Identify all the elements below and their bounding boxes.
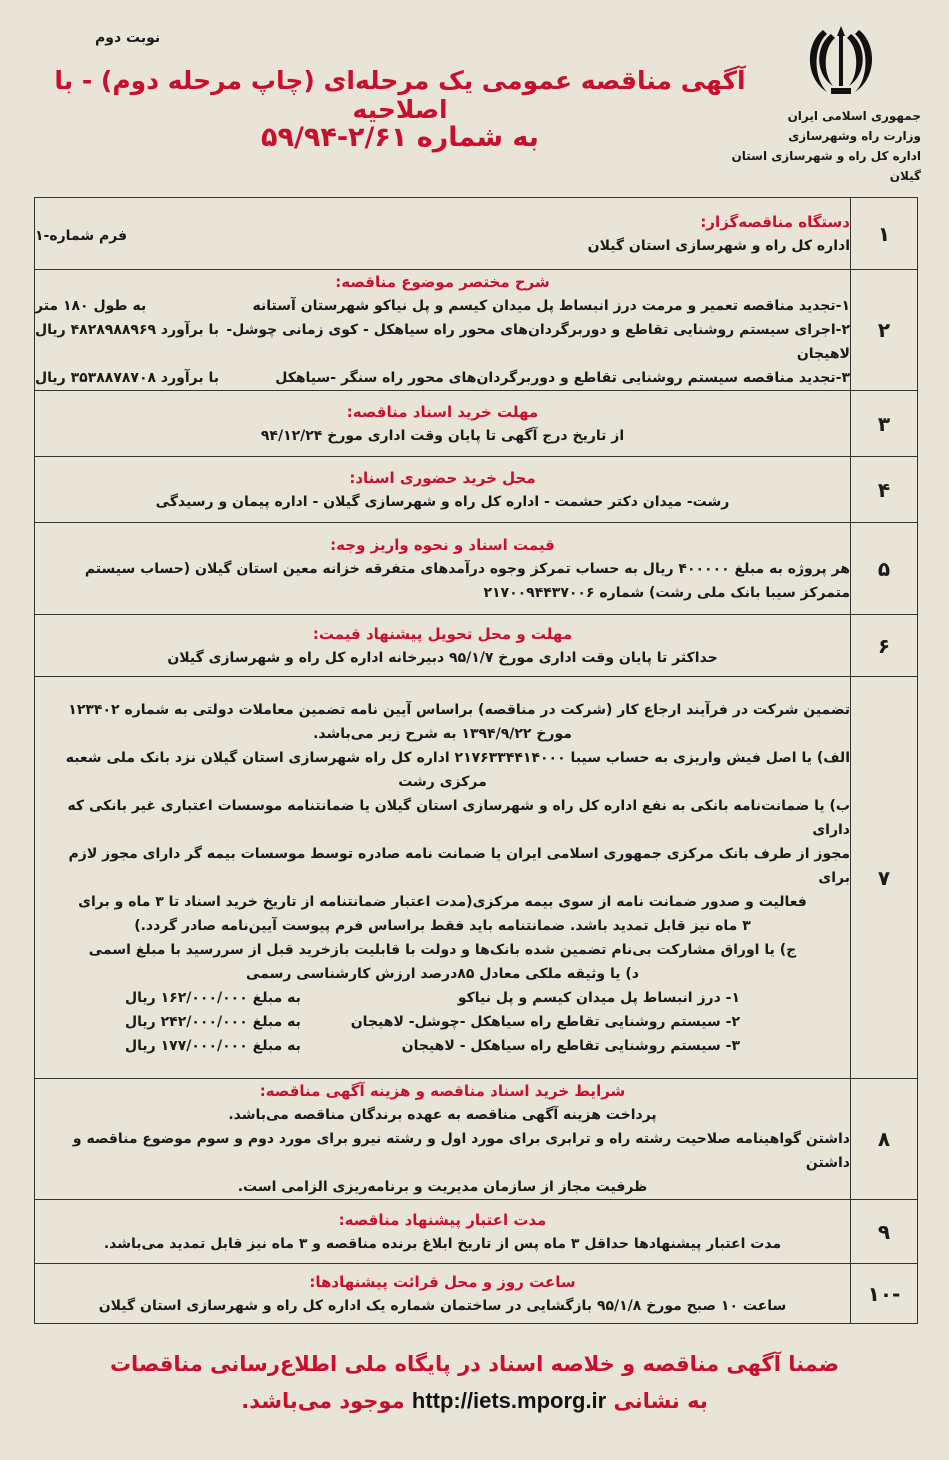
form-number: فرم شماره-۱: [35, 227, 128, 244]
row-number: ۳: [851, 391, 918, 457]
footer-line-1: ضمنا آگهی مناقصه و خلاصه اسناد در پایگاه ملی اطلاع‌رسانی مناقصات: [109, 1352, 840, 1376]
item-text: ۲-اجرای سیستم روشنایی تقاطع و دوربرگردان‌های محور راه سیاهکل - کوی زمانی چوشل- لاهیجان: [226, 322, 850, 362]
row-text: ج) یا اوراق مشارکت بی‌نام تضمین شده بانک‌ها و دولت با قابلیت بازخرید قبل از سررسید با مبلغ اسمی: [88, 941, 797, 958]
row-text: ساعت ۱۰ صبح مورخ ۹۵/۱/۸ بازگشایی در ساختمان شماره یک اداره کل راه و شهرسازی استان گیلان: [98, 1297, 787, 1314]
row-content: [35, 198, 851, 270]
org-line-1: جمهوری اسلامی ایران: [787, 109, 921, 123]
item-text: ۲- سیستم روشنایی تقاطع راه سیاهکل -چوشل- لاهیجان: [350, 1013, 740, 1030]
row-text: د) یا وثیقه ملکی معادل ۸۵درصد ارزش کارشناسی رسمی: [246, 965, 639, 982]
item-value: با برآورد ۴۸۲۸۹۸۸۹۶۹ ریال: [35, 322, 220, 338]
table-row: [35, 1264, 918, 1324]
portal-link[interactable]: http://iets.mporg.ir: [411, 1388, 607, 1413]
item-text: ۱-تجدید مناقصه تعمیر و مرمت درز انبساط پل میدان کیسم و پل نیاکو شهرستان آستانه: [252, 298, 850, 314]
row-text: متمرکز سیبا بانک ملی رشت) شماره ۲۱۷۰۰۹۴۴۳۷۰۰۶: [483, 584, 850, 601]
list-item: [35, 1034, 850, 1058]
row-number: ۴: [851, 457, 918, 523]
row-text: رشت- میدان دکتر حشمت - اداره کل راه و شهرسازی گیلان - اداره پیمان و رسیدگی: [155, 493, 730, 510]
row-heading: دستگاه مناقصه‌گزار:: [700, 212, 850, 231]
row-heading: شرح مختصر موضوع مناقصه:: [335, 273, 550, 291]
item-text: ۱- درز انبساط پل میدان کیسم و پل نیاکو: [457, 989, 740, 1006]
row-text: ب) یا ضمانت‌نامه بانکی به نفع اداره کل راه و شهرسازی استان گیلان یا ضمانتنامه موسسات اعتباری غیر بانکی که دارای: [67, 797, 850, 838]
row-text: مورخ ۱۳۹۴/۹/۲۲ به شرح زیر می‌باشد.: [313, 725, 572, 742]
list-item: [35, 318, 850, 366]
row-text: داشتن گواهینامه صلاحیت رشته راه و ترابری برای مورد اول و رشته نیرو برای مورد دوم و سوم موضوع مناقصه و داشتن: [72, 1131, 850, 1171]
row-number: ۹: [851, 1200, 918, 1264]
row-number: ۲: [851, 270, 918, 391]
table-row: [35, 270, 918, 391]
footer-suffix: موجود می‌باشد.: [241, 1389, 405, 1413]
item-value: به مبلغ ۲۴۲/۰۰۰/۰۰۰ ریال: [125, 1013, 301, 1030]
tender-details-table: [34, 197, 918, 1324]
row-number: ۵: [851, 523, 918, 615]
table-row: [35, 1079, 918, 1200]
row-heading: شرایط خرید اسناد مناقصه و هزینه آگهی مناقصه:: [259, 1082, 626, 1100]
list-item: [35, 366, 850, 390]
row-text: مرکزی رشت: [398, 773, 487, 790]
row-content: [35, 1079, 851, 1200]
row-heading: مدت اعتبار پیشنهاد مناقصه:: [338, 1210, 547, 1229]
item-text: ۳-تجدید مناقصه سیستم روشنایی تقاطع و دوربرگردان‌های محور راه سنگر -سیاهکل: [275, 370, 850, 386]
notice-title: آگهی مناقصه عمومی یک مرحله‌ای (چاپ مرحله دوم) - با اصلاحیه: [54, 66, 746, 124]
row-text: حداکثر تا پایان وقت اداری مورخ ۹۵/۱/۷ دبیرخانه اداره کل راه و شهرسازی گیلان: [167, 649, 718, 666]
row-text: ۳ ماه نیز قابل تمدید باشد. ضمانتنامه باید فقط براساس فرم پیوست آیین‌نامه صادر گردد.): [134, 917, 751, 934]
item-text: ۳- سیستم روشنایی تقاطع راه سیاهکل - لاهیجان: [401, 1037, 740, 1054]
notice-number: به شماره ۲/۶۱-۵۹/۹۴: [261, 122, 539, 153]
table-row: [35, 391, 918, 457]
row-content: [35, 523, 851, 615]
table-row: [35, 198, 918, 270]
list-item: [35, 986, 850, 1010]
footer-prefix: به نشانی: [613, 1389, 708, 1413]
row-content: [35, 457, 851, 523]
item-value: با برآورد ۳۵۳۸۸۷۸۷۰۸ ریال: [35, 370, 220, 386]
row-number: ۱: [851, 198, 918, 270]
item-value: به مبلغ ۱۶۲/۰۰۰/۰۰۰ ریال: [125, 989, 301, 1006]
row-text: مدت اعتبار پیشنهادها حداقل ۳ ماه پس از تاریخ ابلاغ برنده مناقصه و ۳ ماه نیز قابل تمدید می‌باشد.: [103, 1235, 782, 1252]
list-item: [35, 1010, 850, 1034]
row-heading: محل خرید حضوری اسناد:: [349, 468, 536, 487]
row-text: اداره کل راه و شهرسازی استان گیلان: [587, 237, 850, 254]
row-text: فعالیت و صدور ضمانت نامه از سوی بیمه مرکزی(مدت اعتبار ضمانتنامه از تاریخ خرید اسناد تا ۳ ماه و برای: [78, 893, 807, 910]
row-heading: ساعت روز و محل قرائت پیشنهادها:: [309, 1272, 576, 1291]
row-text: تضمین شرکت در فرآیند ارجاع کار (شرکت در مناقصه) براساس آیین نامه تضمین معاملات دولتی به شماره ۱۲۳۴۰۲: [68, 701, 850, 718]
footer-line-2: [20, 1388, 929, 1414]
item-value: به طول ۱۸۰ متر: [35, 298, 147, 314]
row-heading: مهلت و محل تحویل پیشنهاد قیمت:: [312, 624, 573, 643]
row-content: [35, 270, 851, 391]
table-row: [35, 1200, 918, 1264]
round-label: نوبت دوم: [95, 30, 161, 46]
row-content: [35, 615, 851, 677]
list-item: [35, 294, 850, 318]
org-line-3: اداره کل راه و شهرسازی استان گیلان: [731, 149, 921, 183]
row-content: [35, 1200, 851, 1264]
item-value: به مبلغ ۱۷۷/۰۰۰/۰۰۰ ریال: [125, 1037, 301, 1054]
row-text: الف) یا اصل فیش واریزی به حساب سیبا ۲۱۷۶۳۳۴۴۱۴۰۰۰ اداره کل راه شهرسازی استان گیلان نزد بانک ملی شعبه: [65, 749, 850, 766]
table-row: [35, 677, 918, 1079]
table-row: [35, 523, 918, 615]
row-number: ۷: [851, 677, 918, 1079]
iran-emblem-icon: [801, 22, 881, 100]
row-text: ظرفیت مجاز از سازمان مدیریت و برنامه‌ریزی الزامی است.: [237, 1179, 648, 1195]
row-content: [35, 1264, 851, 1324]
row-heading: مهلت خرید اسناد مناقصه:: [346, 402, 539, 421]
row-number: ۸: [851, 1079, 918, 1200]
row-text: مجوز از طرف بانک مرکزی جمهوری اسلامی ایران یا ضمانت نامه صادره توسط موسسات بیمه گر دارای مجوز لازم برای: [68, 845, 850, 886]
row-number: -۱۰: [851, 1264, 918, 1324]
row-text: هر پروژه به مبلغ ۴۰۰۰۰۰ ریال به حساب تمرکز وجوه درآمدهای متفرقه خزانه معین استان گیلان (حساب سیستم: [84, 560, 850, 577]
row-heading: قیمت اسناد و نحوه واریز وجه:: [330, 535, 555, 554]
org-line-2: وزارت راه وشهرسازی: [788, 129, 921, 143]
row-text: از تاریخ درج آگهی تا پایان وقت اداری مورخ ۹۴/۱۲/۲۴: [260, 427, 625, 444]
row-text: پرداخت هزینه آگهی مناقصه به عهده برندگان مناقصه می‌باشد.: [228, 1107, 657, 1123]
table-row: [35, 615, 918, 677]
row-content: [35, 391, 851, 457]
row-content: [35, 677, 851, 1079]
table-row: [35, 457, 918, 523]
row-number: ۶: [851, 615, 918, 677]
